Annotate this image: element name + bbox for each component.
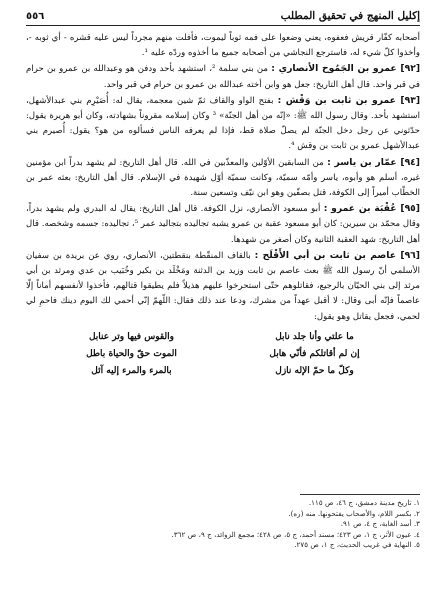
entry-95 [26, 201, 420, 248]
footnotes [26, 494, 420, 551]
entry-heading: [٩٤] عمّار بن ياسر : [327, 156, 420, 168]
verse-hemistich: إن لم أقاتلكم فأنّي هابل [269, 348, 360, 359]
entry-text: من بني سلمة ²، استشهد بأحد ودفن هو وعبدالله بن عمرو بن حرام في قبر واحد. قال أهل التاريخ: جعل هو وابن أخته عبدالله بن عمرو بن حرام في قبر واحد. [26, 64, 420, 90]
verse-hemistich: الموت حقّ والحياة باطل [86, 348, 177, 359]
verse-hemistich: وكلّ ما حمّ الإله نازل [275, 365, 354, 376]
entry-96 [26, 248, 420, 325]
main-text [26, 31, 420, 380]
footnote: ١. تاريخ مدينة دمشق، ج ٤٦، ص ١١٥. [308, 498, 420, 507]
entry-heading: [٩٥] عُقْبَة بن عمرو : [323, 203, 420, 215]
running-header [26, 10, 420, 26]
entry-heading: [٩٢] عمرو بن الجَمُوح الأنصاري : [271, 63, 421, 75]
footnote: ٣. أسد الغابة، ج ٤، ص ٩١. [340, 519, 420, 529]
footnote: ٢. بكسر اللام، والأصحاب يفتحونها. منه (ره). [288, 508, 420, 518]
verse-hemistich: ما علتي وأنا جلد نابل [275, 331, 354, 342]
paragraph [26, 31, 420, 61]
entry-text: أبو مسعود الأنصاري، نزل الكوفة. قال أهل التاريخ: يقال له البدري ولم يشهد بدراً، وقال محمّد بن سيرين: كان أبو مسعود عقبة بن عمرو يشبه تجاليده بتجاليد عمر ⁵، تجاليده: جسمه وشخصه. قال أهل التاريخ: شهد العقبة الثانية وكان أصغر من شهدها. [26, 204, 420, 245]
page-number: ٥٥٦ [26, 10, 45, 22]
verse-hemistich: والقوس فيها وتر عنابل [88, 331, 175, 342]
entry-93 [26, 93, 420, 155]
paragraph-text: أصحابه كفّار قريش فعفوه، يعني وضعوا على فمه ثوباً ليموت، فأفلت منهم مجرداً ليس عليه قشره - أي ثوبه -، وأخذوا كلّ شيء له، فاسترجع النجاشي من أصحابه جميع ما أخذوه وردّه عليه ¹. [26, 33, 420, 59]
entry-text: من السابقين الأوّلين والمعذّبين في الله. قال أهل التاريخ: لم يشهد بدراً ابن مؤمنين غيره، أسلم هو وأبوه، ياسر وأمّه سميّة، وكانت سميّة أوّل شهيدة في الإسلام. قال أهل التاريخ: بعثه عمر بن الخطّاب أميراً إلى الكوفة، قتل بصفّين وهو ابن نيّف وتسعين سنة. [26, 157, 420, 199]
entry-text: بالقاف المنقّطة بنقطتين، الأنصاري، روي عن بريدة بن سفيان الأسلمي أنّ رسول الله ﷺ بعث عاصم بن ثابت وزيد بن الدثنة ومَخْلَد بن بكير وخُبَيب بن عدي ومرثد بن أبي مرثد إلى بني الحيّان بالرجيع، فقاتلوهم حتّى استحرخوا عليهم هذيلاً فلم يطيقوا قتالهم، فأخذوا لأنفسهم أماناً إلّا عاصماً فإنّه أبى وقال: لا أقبل عهداً من مشرك، ودعا عند ذلك فقال: اللّهمّ إنّي أحمي لك اليوم دينك فاحمِ لي لحمي، فجعل يقاتل وهو يقول: [26, 250, 420, 322]
footnote: ٤. عيون الأثر، ج ١، ص ٤٢٣؛ مسند أحمد، ج ٥، ص ٤٢٨؛ مجمع الزوائد، ج ٩، ص ٣٦٢. [171, 529, 420, 539]
verse-hemistich: بالمرء والمرء إليه آئل [91, 365, 172, 376]
entry-94 [26, 155, 420, 202]
footnote-divider [300, 494, 420, 495]
entry-92 [26, 61, 420, 92]
entry-text: بفتح الواو والقاف ثمّ شين معجمة، يقال له: أُصَيْرِم بني عبدالأشهل، استشهد بأحد. وقال رسول الله ﷺ: «إنّه من أهل الجنّة» ³ وكان إسلامه مقروناً بشهادته، وكان أبو هريرة يقول: حدّثوني عن رجل دخل الجنّة لم يصلّ صلاة قط، فإذا لم يعرفه الناس فسألوه من هو؟ يقول: أُصيرم بني عبدالأشهل عمرو بن ثابت بن وقش ⁴. [26, 95, 420, 152]
running-title: إكليل المنهج في تحقيق المطلب [280, 10, 420, 22]
footnote: ٥. النهاية في غريب الحديث، ج ١، ص ٢٧٥. [294, 540, 420, 550]
entry-heading: [٩٦] عاصم بن ثابت بن أبي الأَقْلَح : [254, 249, 420, 261]
entry-heading: [٩٣] عمرو بن ثابت بن وَقْش : [277, 94, 421, 106]
poem-verses [60, 329, 386, 380]
